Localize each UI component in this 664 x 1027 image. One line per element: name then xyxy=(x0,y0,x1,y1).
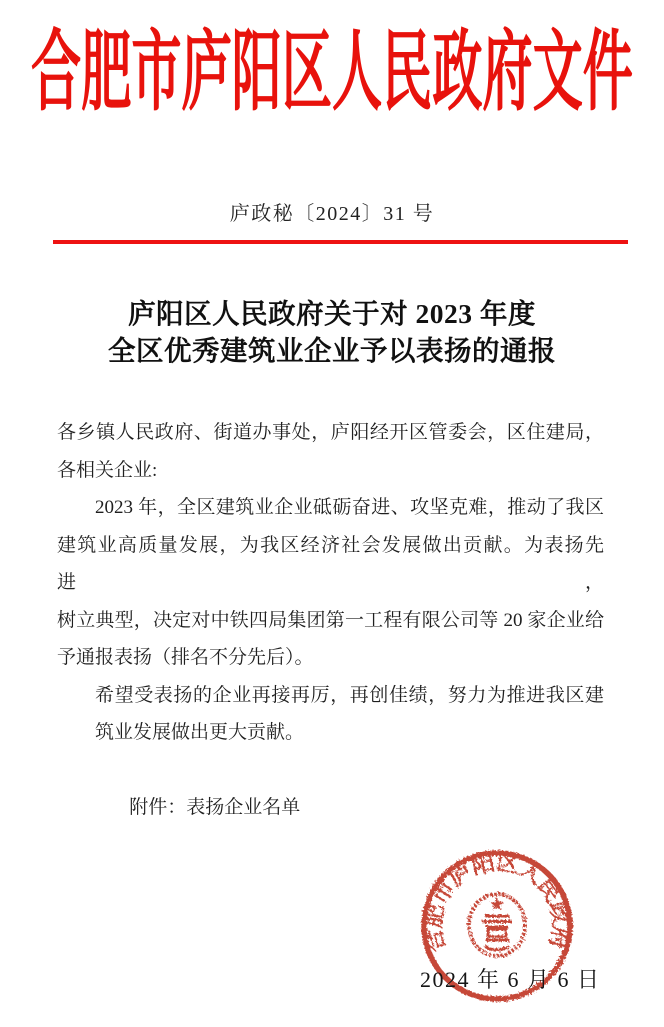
document-number: 庐政秘〔2024〕31 号 xyxy=(229,203,435,225)
seal-ring-text: 合肥市庐阳区人民政府 xyxy=(420,849,574,955)
body-line: 各乡镇人民政府、街道办事处，庐阳经开区管委会，区住建局， xyxy=(57,422,604,443)
body-line xyxy=(57,752,604,790)
red-letterhead-title: 合肥市庐阳区人民政府文件 xyxy=(31,25,633,122)
body-text xyxy=(57,414,604,827)
body-line: 建筑业高质量发展，为我区经济社会发展做出贡献。为表扬先进， xyxy=(57,534,604,593)
body-line: 筑业发展做出更大贡献。 xyxy=(95,722,305,743)
document-title-line1: 庐阳区人民政府关于对 2023 年度 xyxy=(128,298,536,329)
national-emblem-icon xyxy=(469,894,525,956)
body-line: 予通报表扬（排名不分先后）。 xyxy=(57,647,314,668)
body-line: 附件：表扬企业名单 xyxy=(129,797,301,818)
body-line: 各相关企业: xyxy=(57,459,158,481)
body-line: 树立典型，决定对中铁四局集团第一工程有限公司等 20 家企业给 xyxy=(57,609,604,631)
body-line: 2023 年，全区建筑业企业砥砺奋进、攻坚克难，推动了我区 xyxy=(95,497,604,518)
document-date: 2024 年 6 月 6 日 xyxy=(420,967,601,992)
red-divider-rule xyxy=(53,240,628,244)
body-line: 希望受表扬的企业再接再厉，再创佳绩，努力为推进我区建 xyxy=(95,684,604,706)
document-title-line2: 全区优秀建筑业企业予以表扬的通报 xyxy=(108,335,556,366)
document-title xyxy=(0,295,664,369)
